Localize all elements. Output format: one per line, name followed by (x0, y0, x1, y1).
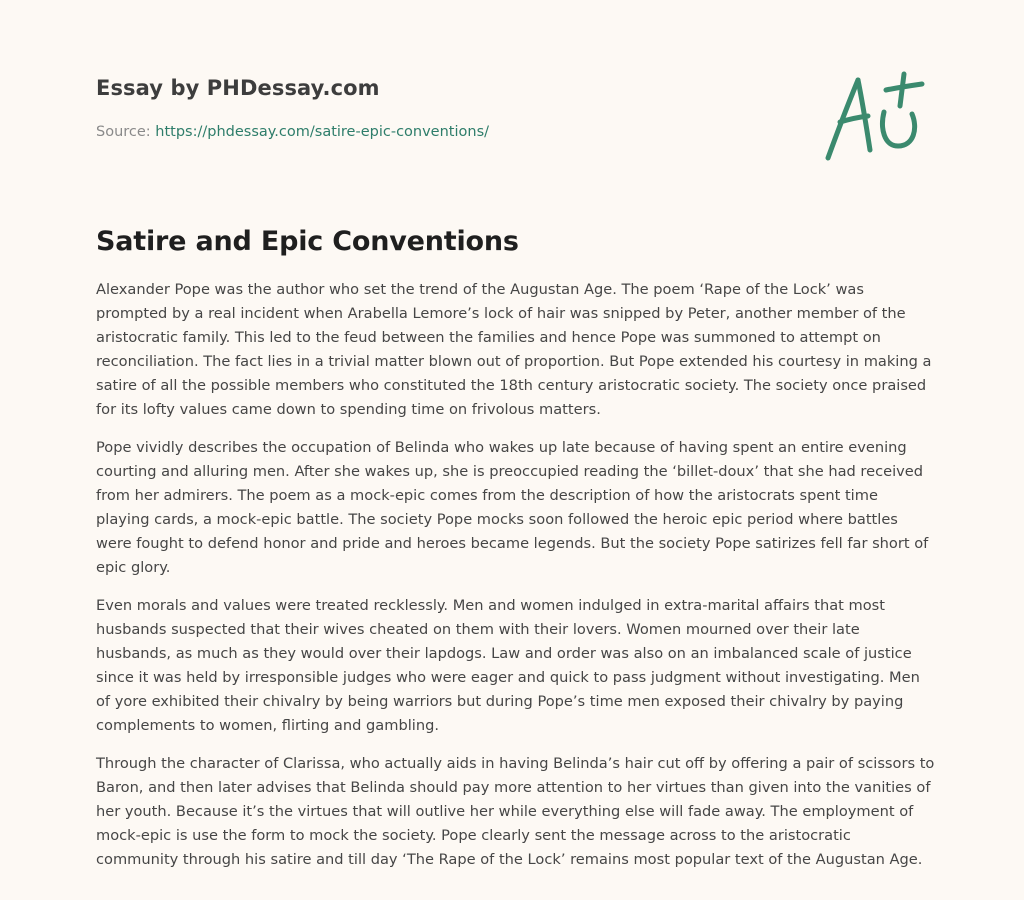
essay-paragraph: Pope vividly describes the occupation of Belinda who wakes up late because of having spent an entire evening courting and alluring men. After she wakes up, she is preoccupied reading the ‘billet-doux’ that she had received from her admirers. The poem as a mock-epic comes from the description of how the aristocrats spent time playing cards, a mock-epic battle. The society Pope mocks soon followed the heroic epic period where battles were fought to defend honor and pride and heroes became legends. But the society Pope satirizes fell far short of epic glory. (96, 438, 929, 577)
source-label: Source: (96, 124, 156, 140)
a-plus-logo-icon (818, 66, 928, 166)
source-line (96, 124, 489, 140)
essay-article (96, 226, 936, 885)
page-header (96, 76, 936, 140)
essay-paragraph: Through the character of Clarissa, who actually aids in having Belinda’s hair cut off by offering a pair of scissors to Baron, and then later advises that Belinda should pay more attention to her virtues than given into the vanities of her youth. Because it’s the virtues that will outlive her while everything else will fade away. The employment of mock-epic is use the form to mock the society. Pope clearly sent the message across to the aristocratic community through his satire and till day ‘The Rape of the Lock’ remains most popular text of the Augustan Age. (96, 754, 935, 868)
essay-paragraph: Alexander Pope was the author who set the trend of the Augustan Age. The poem ‘Rape of the Lock’ was prompted by a real incident when Arabella Lemore’s lock of hair was snipped by Peter, another member of the aristocratic family. This led to the feud between the families and hence Pope was summoned to attempt on reconciliation. The fact lies in a trivial matter blown out of proportion. But Pope extended his courtesy in making a satire of all the possible members who constituted the 18th century aristocratic society. The society once praised for its lofty values came down to spending time on frivolous matters. (96, 281, 932, 419)
essay-title: Satire and Epic Conventions (96, 226, 519, 257)
source-link[interactable]: https://phdessay.com/satire-epic-conventions/ (155, 124, 490, 140)
brand-title: Essay by PHDessay.com (96, 76, 380, 100)
essay-paragraph: Even morals and values were treated recklessly. Men and women indulged in extra-marital affairs that most husbands suspected that their wives cheated on them with their lovers. Women mourned over their late husbands, as much as they would over their lapdogs. Law and order was also on an imbalanced scale of justice since it was held by irresponsible judges who were eager and quick to pass judgment without investigating. Men of yore exhibited their chivalry by being warriors but during Pope’s time men exposed their chivalry by paying complements to women, flirting and gambling. (96, 596, 920, 735)
